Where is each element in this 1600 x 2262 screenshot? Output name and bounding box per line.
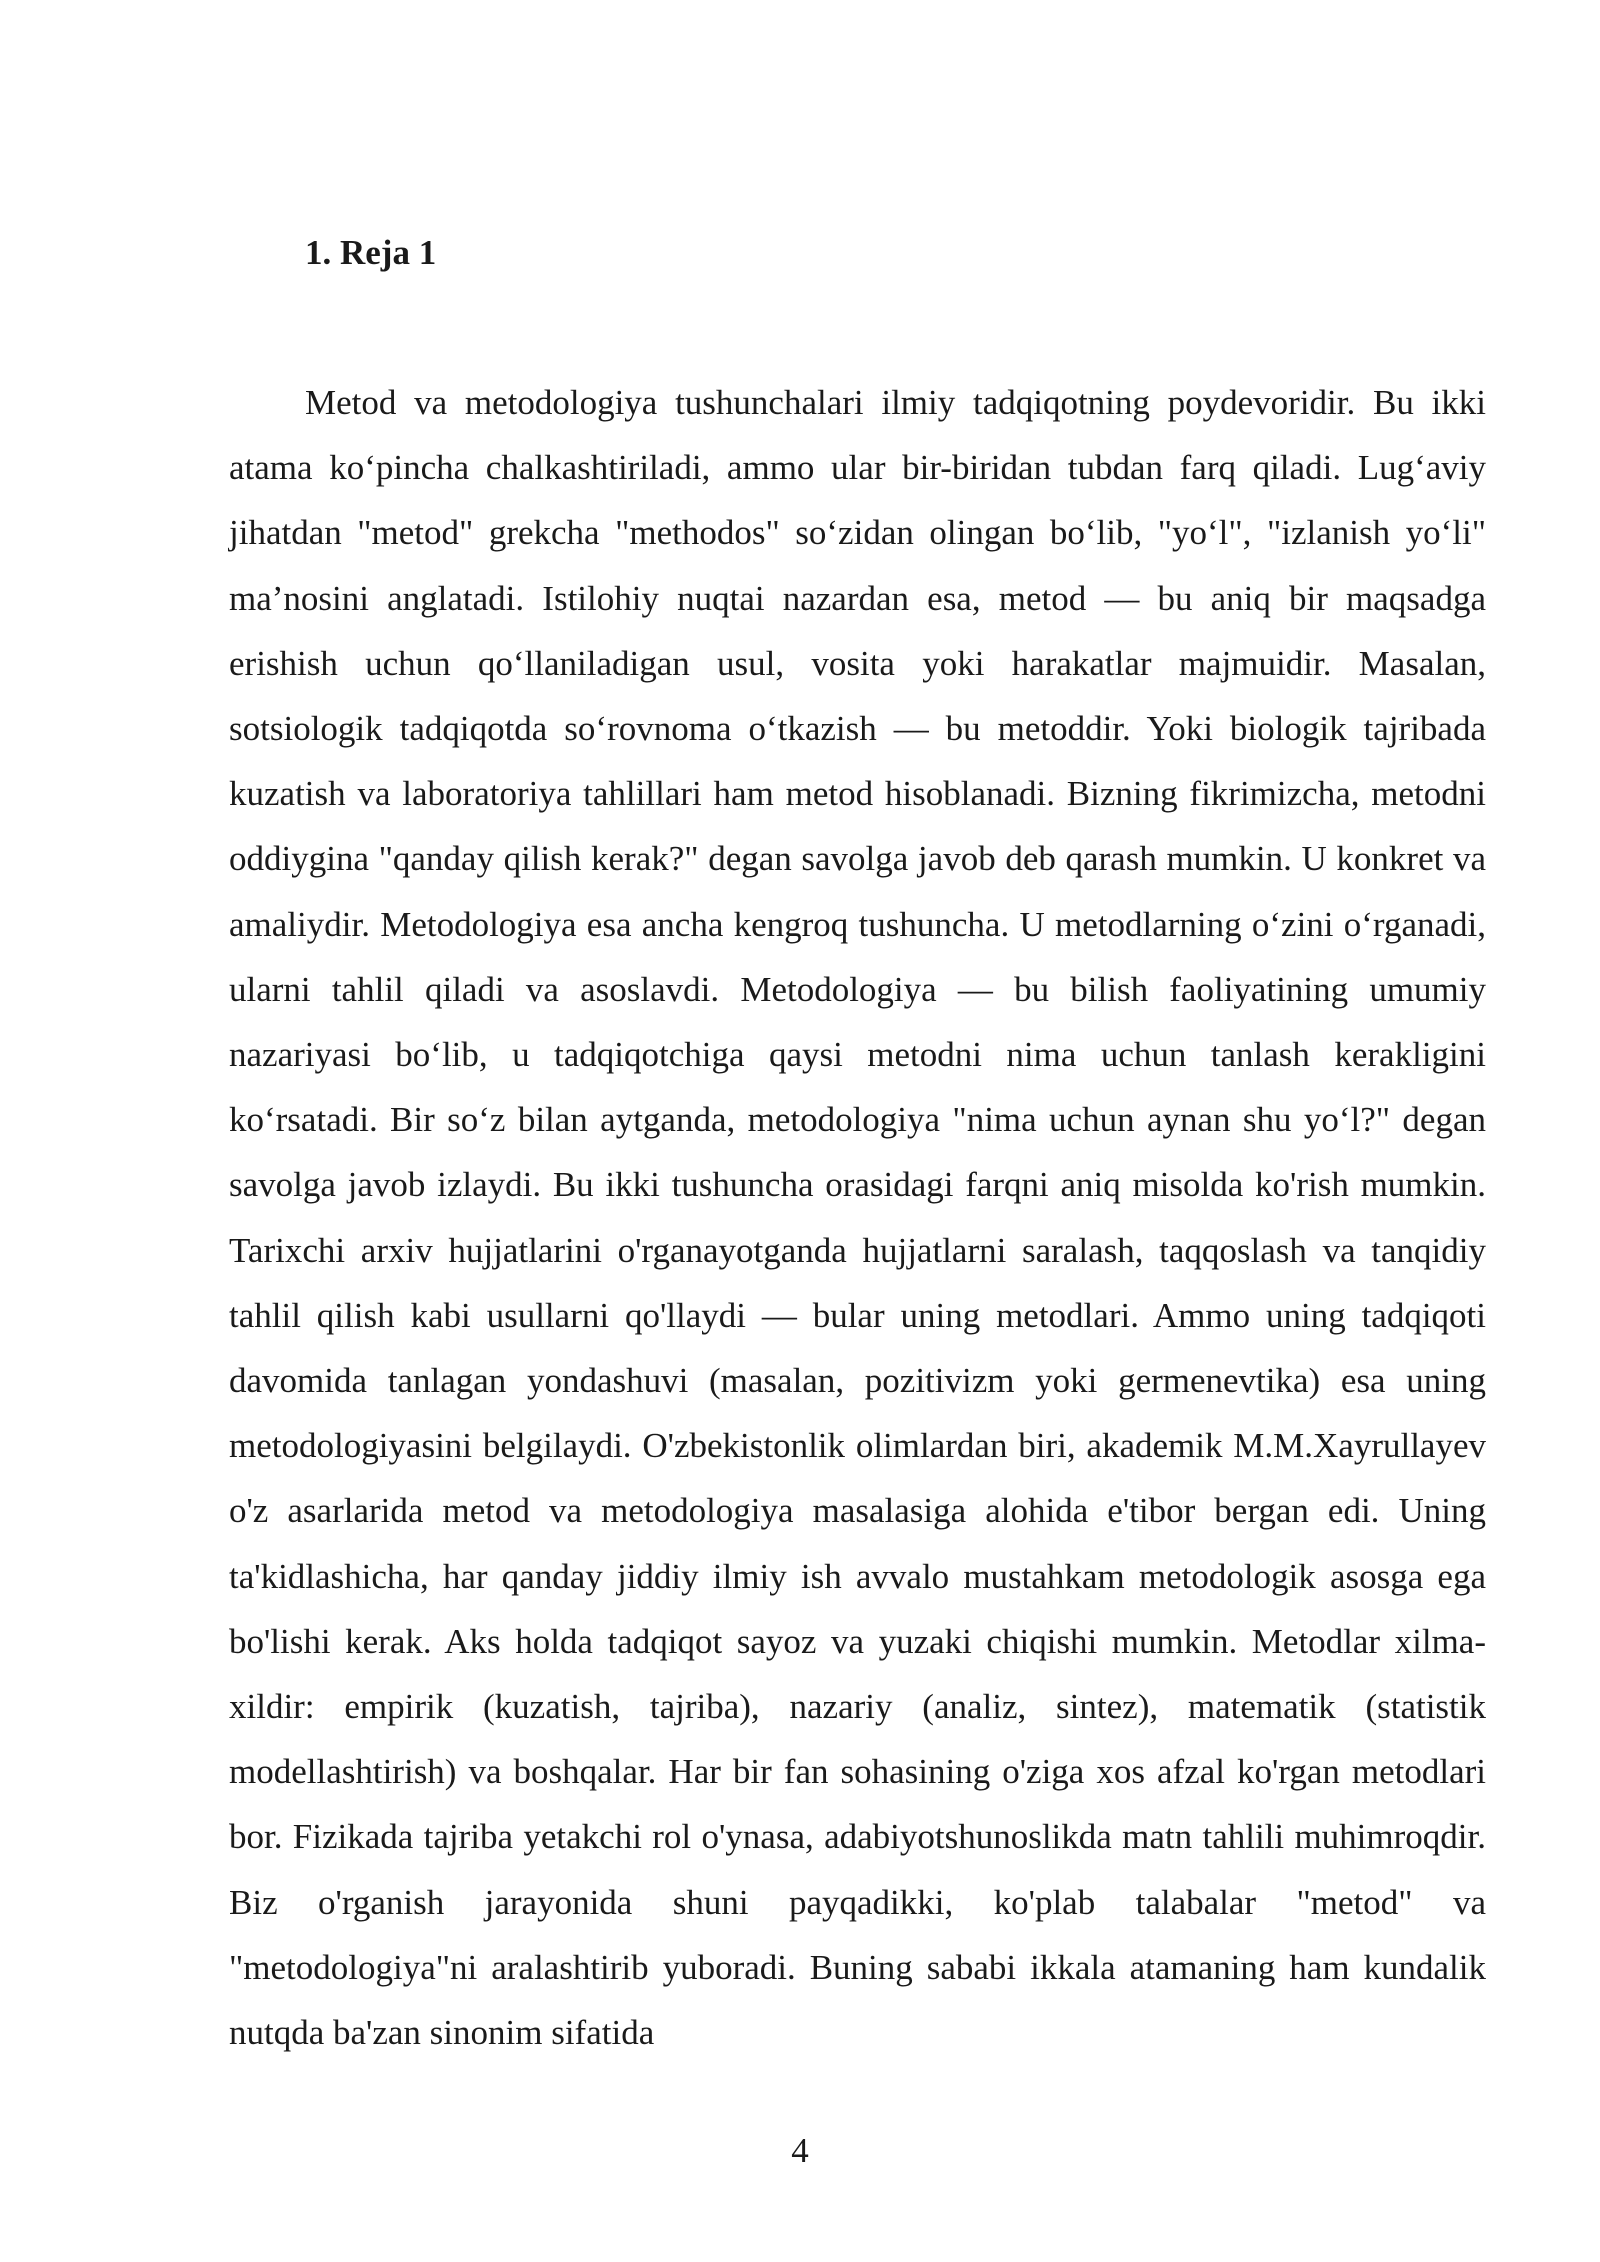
body-paragraph: Metod va metodologiya tushunchalari ilmiy tadqiqotning poydevoridir. Bu ikki atama ko‘pincha chalkashtiriladi, ammo ular bir-biridan tubdan farq qiladi. Lug‘aviy jihatdan "metod" grekcha "methodos" so‘zidan olingan bo‘lib, "yo‘l", "izlanish yo‘li" ma’nosini anglatadi. Istilohiy nuqtai nazardan esa, metod — bu aniq bir maqsadga erishish uchun qo‘llaniladigan usul, vosita yoki harakatlar majmuidir. Masalan, sotsiologik tadqiqotda so‘rovnoma o‘tkazish — bu metoddir. Yoki biologik tajribada kuzatish va laboratoriya tahlillari ham metod hisoblanadi. Bizning fikrimizcha, metodni oddiygina "qanday qilish kerak?" degan savolga javob deb qarash mumkin. U konkret va amaliydir. Metodologiya esa ancha kengroq tushuncha. U metodlarning o‘zini o‘rganadi, ularni tahlil qiladi va asoslavdi. Metodologiya — bu bilish faoliyatining umumiy nazariyasi bo‘lib, u tadqiqotchiga qaysi metodni nima uchun tanlash kerakligini ko‘rsatadi. Bir so‘z bilan aytganda, metodologiya "nima uchun aynan shu yo‘l?" degan savolga javob izlaydi. Bu ikki tushuncha orasidagi farqni aniq misolda ko'rish mumkin. Tarixchi arxiv hujjatlarini o'rganayotganda hujjatlarni saralash, taqqoslash va tanqidiy tahlil qilish kabi usullarni qo'llaydi — bular uning metodlari. Ammo uning tadqiqoti davomida tanlagan yondashuvi (masalan, pozitivizm yoki germenevtika) esa uning metodologiyasini belgilaydi. O'zbekistonlik olimlardan biri, akademik M.M.Xayrullayev o'z asarlarida metod va metodologiya masalasiga alohida e'tibor bergan edi. Uning ta'kidlashicha, har qanday jiddiy ilmiy ish avvalo mustahkam metodologik asosga ega bo'lishi kerak. Aks holda tadqiqot sayoz va yuzaki chiqishi mumkin. Metodlar xilma-xildir: empirik (kuzatish, tajriba), nazariy (analiz, sintez), matematik (statistik modellashtirish) va boshqalar. Har bir fan sohasining o'ziga xos afzal ko'rgan metodlari bor. Fizikada tajriba yetakchi rol o'ynasa, adabiyotshunoslikda matn tahlili muhimroqdir. Biz o'rganish jarayonida shuni payqadikki, ko'plab talabalar "metod" va "metodologiya"ni aralashtirib yuboradi. Buning sababi ikkala atamaning ham kundalik nutqda ba'zan sinonim sifatida [229, 383, 1486, 2053]
page-number: 4 [791, 2131, 809, 2170]
section-heading: 1. Reja 1 [305, 233, 437, 272]
